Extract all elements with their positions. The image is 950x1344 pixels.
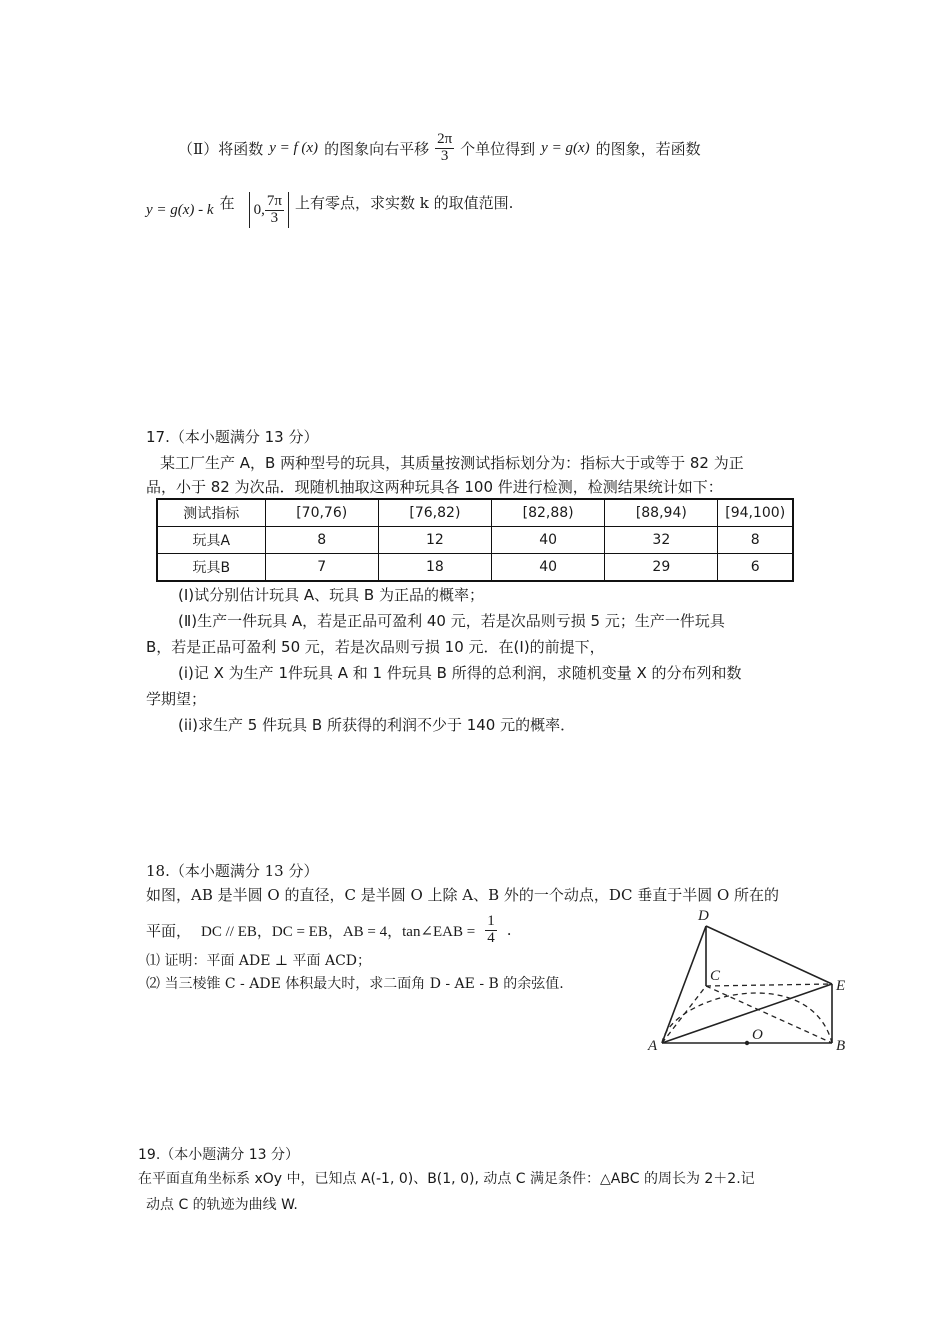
label-C: C (710, 968, 721, 984)
q16-line1 (178, 128, 701, 168)
formula-fx: y = f (x) (269, 139, 319, 156)
edge-CB (706, 986, 832, 1043)
center-point (745, 1041, 749, 1045)
table-cell: 40 (492, 554, 605, 582)
tan-fraction: $\frac{1}{4}$ (487, 912, 495, 946)
table-cell: 12 (378, 527, 491, 554)
table-header-cell: 测试指标 (157, 499, 265, 527)
q17-part1: (Ⅰ)试分别估计玩具 A、玩具 B 为正品的概率； (178, 586, 484, 604)
shift-fraction: $\frac{2\pi}{3}$ (437, 130, 453, 164)
table-cell: 6 (718, 554, 793, 582)
table-cell: 7 (265, 554, 378, 582)
table-cell: 29 (605, 554, 718, 582)
table-header-cell: [70,76) (265, 499, 378, 527)
semicircle-figure (640, 900, 860, 1060)
q18-line1: 如图，AB 是半圆 O 的直径，C 是半圆 O 上除 A、B 外的一个动点，DC 垂直于半圆 O 所在的 (146, 886, 780, 904)
q16-text3: 的图象，若函数 (595, 139, 701, 158)
inspection-table (156, 498, 794, 582)
formula-gk: y = g(x) - k (146, 201, 214, 218)
q17-header: 17.（本小题满分 13 分） (146, 428, 319, 446)
q16-text1: 的图象向右平移 (324, 139, 430, 158)
edge-DE (706, 926, 832, 984)
table-header-cell: [88,94) (605, 499, 718, 527)
q17-sub-ii: (ii)求生产 5 件玩具 B 所获得的利润不少于 140 元的概率． (178, 716, 576, 734)
q18-part1: ⑴ 证明：平面 ADE ⊥ 平面 ACD； (146, 953, 372, 969)
q18-line2-b: DC // EB，DC = EB，AB = 4，tan∠EAB = (201, 923, 476, 940)
label-O: O (752, 1027, 763, 1043)
q16-label: （Ⅱ）将函数 (178, 139, 264, 158)
q19-line2: 动点 C 的轨迹为曲线 W. (146, 1197, 298, 1213)
table-header-row (157, 499, 793, 527)
q18-line2-a: 平面， (146, 921, 192, 940)
q17-part2-a: (Ⅱ)生产一件玩具 A，若是正品可盈利 40 元，若是次品则亏损 5 元；生产一件玩具 (178, 612, 725, 630)
table-cell: 18 (378, 554, 491, 582)
q18-header: 18.（本小题满分 13 分） (146, 862, 319, 880)
edge-AD (662, 926, 706, 1043)
table-cell: 玩具B (157, 554, 265, 582)
q19-header: 19.（本小题满分 13 分） (138, 1147, 299, 1163)
edge-CE (706, 984, 832, 986)
q18-part2: ⑵ 当三棱锥 C - ADE 体积最大时，求二面角 D - AE - B 的余弦值. (146, 976, 564, 992)
table-row (157, 554, 793, 582)
formula-gx: y = g(x) (541, 139, 590, 156)
q16-text2: 个单位得到 (460, 139, 536, 158)
label-E: E (836, 978, 846, 994)
label-A: A (648, 1038, 658, 1054)
q17-intro2: 品，小于 82 为次品．现随机抽取这两种玩具各 100 件进行检测，检测结果统计如下： (146, 478, 723, 496)
label-D: D (698, 908, 709, 924)
q17-intro1: 某工厂生产 A，B 两种型号的玩具，其质量按测试指标划分为：指标大于或等于 82 为正 (160, 454, 744, 472)
interval-fraction: $\frac{7\pi}{3}$ (266, 192, 282, 226)
table-cell: 32 (605, 527, 718, 554)
table-cell: 40 (492, 527, 605, 554)
q17-sub-i-b: 学期望； (146, 690, 207, 708)
semicircle-arc (662, 993, 832, 1043)
edge-AE (662, 984, 832, 1043)
q18-line2 (146, 910, 512, 950)
table-header-cell: [94,100) (718, 499, 793, 527)
q17-part2-b: B，若是正品可盈利 50 元，若是次品则亏损 10 元．在(I)的前提下， (146, 638, 605, 656)
q16-text5: 上有零点，求实数 k 的取值范围. (294, 193, 514, 212)
table-cell: 玩具A (157, 527, 265, 554)
interval: 0, $\frac{7\pi}{3}$ (249, 192, 289, 229)
q17-sub-i-a: (i)记 X 为生产 1件玩具 A 和 1 件玩具 B 所得的总利润，求随机变量 X 的分布列和数 (178, 664, 742, 682)
q16-text4: 在 (219, 193, 235, 212)
q16-line2 (146, 184, 513, 236)
table-header-cell: [76,82) (378, 499, 491, 527)
table-cell: 8 (718, 527, 793, 554)
label-B: B (836, 1038, 846, 1054)
table-row (157, 527, 793, 554)
q19-line1: 在平面直角坐标系 xOy 中，已知点 A(-1, 0)、B(1, 0), 动点 C 满足条件：△ABC 的周长为 2＋2.记 (138, 1171, 755, 1187)
table-cell: 8 (265, 527, 378, 554)
table-header-cell: [82,88) (492, 499, 605, 527)
q18-line2-end: . (506, 921, 512, 939)
